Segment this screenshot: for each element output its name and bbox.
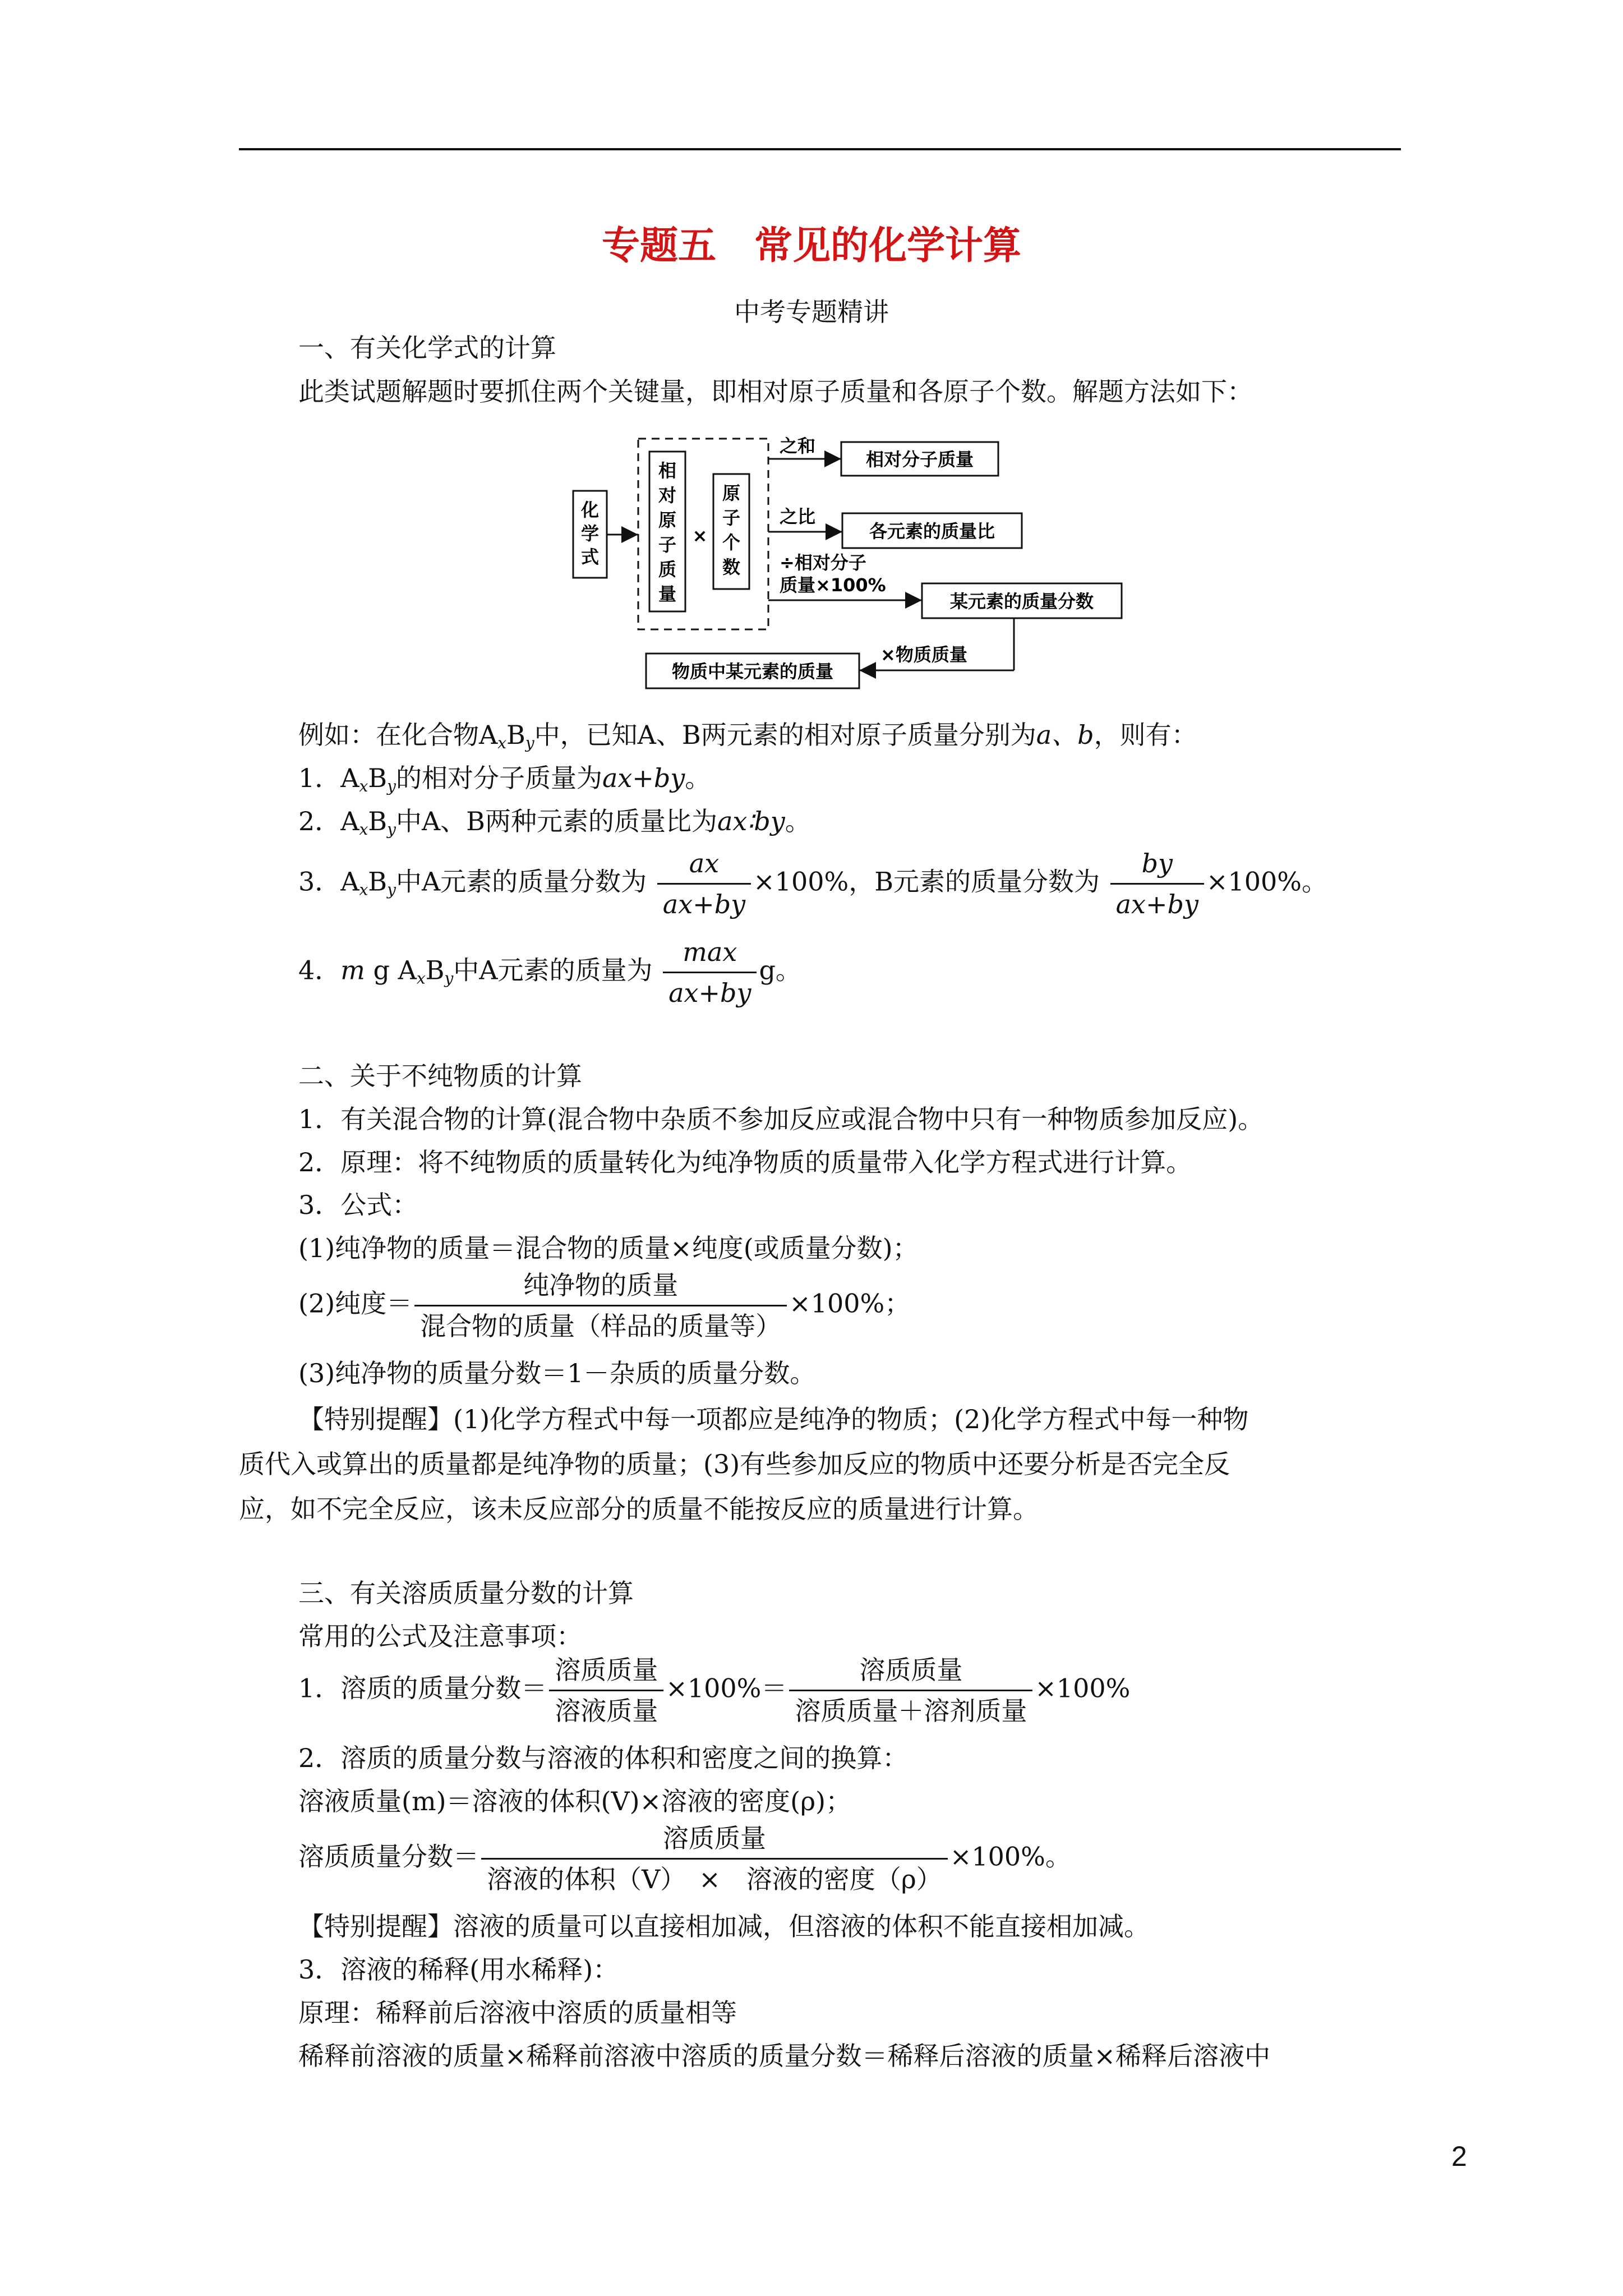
times-mass-label: ×物质质量 — [880, 644, 967, 665]
section2-tip-1: 【特别提醒】(1)化学方程式中每一项都应是纯净的物质；(2)化学方程式中每一种物 — [298, 1404, 1249, 1434]
section2-line4: (1)纯净物的质量＝混合物的质量×纯度(或质量分数)； — [298, 1233, 919, 1263]
divide-label-1: ÷相对分子 — [780, 552, 866, 573]
item-4: 4．m g $A_xB_y$中A元素的质量为 $\frac{\max}{ax+by}$ g。 — [298, 937, 801, 1008]
ram-char-4: 子 — [658, 534, 677, 555]
formula-char-2: 学 — [580, 523, 600, 544]
fraction-solute-2: $\frac{\text{溶质质量}}{\text{溶质质量＋溶剂质量}}$ — [789, 1654, 1032, 1727]
formula-flow-diagram — [566, 432, 1133, 696]
section2-heading: 二、关于不纯物质的计算 — [298, 1061, 582, 1091]
ram-char-5: 质 — [658, 559, 677, 580]
fraction-b: $\frac{by}{ax+by}$ — [1110, 847, 1204, 921]
section3-formula-1: 1．溶质的质量分数＝ $\frac{\text{溶质质量}}{\text{溶液质量}}$ ×100%＝ $\frac{\text{溶质质量}}{\text{溶质质量＋溶剂质量}}$ ×100% — [298, 1655, 1131, 1726]
fraction-mass: $\frac{\max}{ax+by}$ — [663, 936, 757, 1009]
page-number: 2 — [1451, 2141, 1467, 2172]
rel-mol-mass-text: 相对分子质量 — [865, 449, 974, 470]
mass-fraction-text: 某元素的质量分数 — [949, 591, 1094, 612]
section2-tip-2: 质代入或算出的质量都是纯净物的质量；(3)有些参加反应的物质中还要分析是否完全反 — [239, 1449, 1230, 1479]
section3-line1: 常用的公式及注意事项： — [298, 1621, 582, 1651]
ratio-label: 之比 — [780, 506, 816, 527]
ac-char-3: 个 — [722, 532, 741, 553]
section1-intro: 此类试题解题时要抓住两个关键量，即相对原子质量和各原子个数。解题方法如下： — [298, 376, 1253, 407]
section3-line6: 稀释前溶液的质量×稀释前溶液中溶质的质量分数＝稀释后溶液的质量×稀释后溶液中 — [298, 2041, 1271, 2071]
fraction-a: $\frac{ax}{ax+by}$ — [657, 847, 751, 921]
ac-char-2: 子 — [722, 507, 741, 528]
item-3: 3．$A_xB_y$中A元素的质量分数为 $\frac{ax}{ax+by}$ ×100%，B元素的质量分数为 $\frac{by}{ax+by}$ ×100%。 — [298, 848, 1328, 919]
header-rule — [239, 148, 1401, 150]
section3-tip: 【特别提醒】溶液的质量可以直接相加减，但溶液的体积不能直接相加减。 — [298, 1911, 1150, 1941]
section2-line3: 3．公式： — [298, 1190, 418, 1220]
page-title: 专题五 常见的化学计算 — [601, 224, 1021, 268]
ram-char-3: 原 — [658, 509, 677, 531]
formula-char-3: 式 — [580, 546, 600, 568]
mass-ratio-text: 各元素的质量比 — [869, 521, 995, 542]
ac-char-1: 原 — [722, 482, 741, 504]
ram-char-2: 对 — [658, 485, 677, 506]
section2-line2: 2．原理：将不纯物质的质量转化为纯净物质的质量带入化学方程式进行计算。 — [298, 1147, 1192, 1177]
section3-line3: 溶液质量(m)＝溶液的体积(V)×溶液的密度(ρ)； — [298, 1786, 852, 1816]
item-1: 1．$A_xB_y$的相对分子质量为ax+by。 — [298, 763, 711, 795]
times-symbol: × — [692, 525, 708, 546]
fraction-purity: $\frac{\text{纯净物的质量}}{\text{混合物的质量（样品的质量等）}}$ — [414, 1269, 787, 1342]
section3-formula-2: 溶质质量分数＝ $\frac{\text{溶质质量}}{\text{溶液的体积（V） × 溶液的密度（ρ）}}$ ×100%。 — [298, 1823, 1071, 1894]
section2-line1: 1．有关混合物的计算(混合物中杂质不参加反应或混合物中只有一种物质参加反应)。 — [298, 1104, 1264, 1134]
element-mass-text: 物质中某元素的质量 — [671, 661, 834, 682]
ram-char-1: 相 — [658, 460, 677, 481]
ac-char-4: 数 — [722, 556, 741, 578]
fraction-solute-1: $\frac{\text{溶质质量}}{\text{溶液质量}}$ — [549, 1654, 663, 1727]
section1-heading: 一、有关化学式的计算 — [298, 333, 556, 363]
sum-label: 之和 — [780, 435, 816, 457]
section3-heading: 三、有关溶质质量分数的计算 — [298, 1578, 634, 1608]
example-line: 例如：在化合物$A_xB_y$中，已知A、B两元素的相对原子质量分别为a、b，则有： — [298, 720, 1197, 752]
item-2: 2．$A_xB_y$中A、B两种元素的质量比为ax∶by。 — [298, 806, 811, 839]
page-subtitle: 中考专题精讲 — [734, 297, 889, 327]
ram-char-6: 量 — [658, 583, 677, 605]
section2-line6: (3)纯净物的质量分数＝1－杂质的质量分数。 — [298, 1358, 816, 1388]
section3-line5: 原理：稀释前后溶液中溶质的质量相等 — [298, 1998, 737, 2028]
section3-line4: 3．溶液的稀释(用水稀释)： — [298, 1954, 619, 1985]
fraction-density: $\frac{\text{溶质质量}}{\text{溶液的体积（V） × 溶液的密度（ρ）}}$ — [481, 1822, 948, 1895]
section3-line2: 2．溶质的质量分数与溶液的体积和密度之间的换算： — [298, 1743, 909, 1773]
divide-label-2: 质量×100% — [780, 574, 886, 596]
section2-tip-3: 应，如不完全反应，该未反应部分的质量不能按反应的质量进行计算。 — [239, 1494, 1039, 1524]
formula-char-1: 化 — [580, 499, 600, 521]
section2-purity-formula: (2)纯度＝ $\frac{\text{纯净物的质量}}{\text{混合物的质量（样品的质量等）}}$ ×100%； — [298, 1270, 911, 1341]
